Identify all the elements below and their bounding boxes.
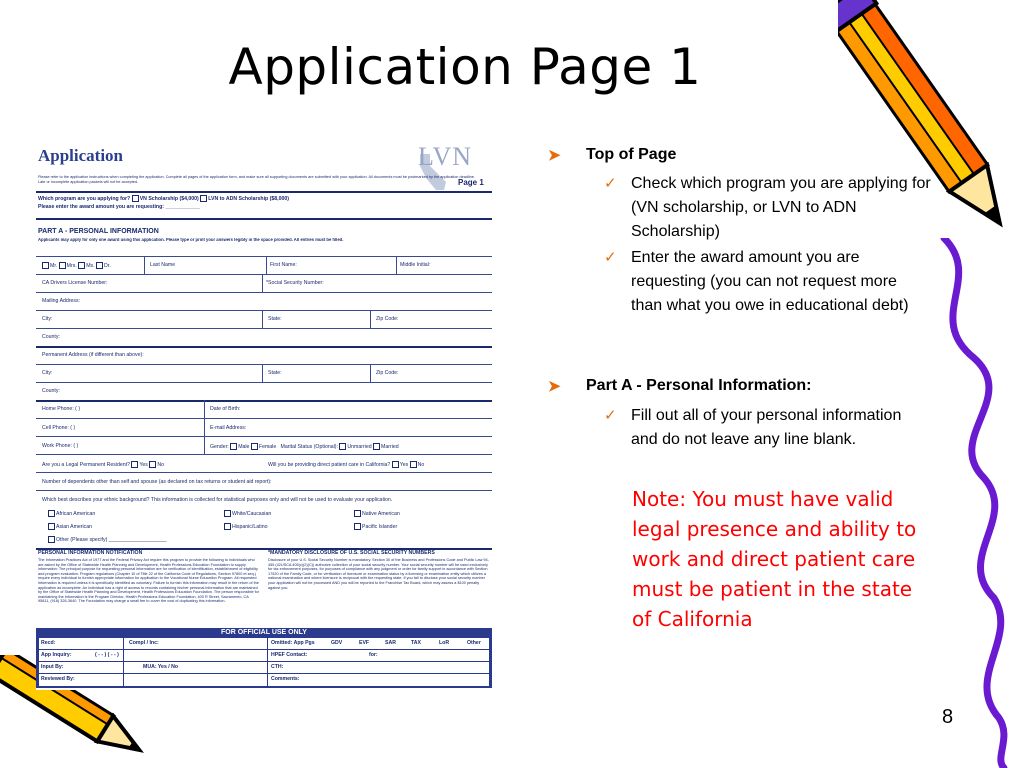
application-form-image <box>36 138 494 690</box>
checkmark-bullet-icon: ✓ <box>604 407 617 424</box>
ethnicity-option[interactable]: Pacific Islander <box>354 523 397 530</box>
official-cell: Omitted: App Pgs <box>271 640 315 646</box>
city-field[interactable]: City: <box>42 316 53 322</box>
vn-scholarship-checkbox[interactable] <box>132 195 139 202</box>
checkmark-bullet-icon: ✓ <box>604 175 617 192</box>
permanent-address-field[interactable]: Permanent Address (if different than above): <box>42 352 144 358</box>
state-field[interactable]: State: <box>268 316 282 322</box>
last-name-field[interactable]: Last Name <box>150 262 176 268</box>
part-a-heading: PART A - PERSONAL INFORMATION <box>38 228 159 235</box>
official-cell: Other <box>467 640 481 646</box>
legal-resident-question[interactable]: Are you a Legal Permanent Resident? Yes No <box>42 461 164 468</box>
official-cell: Recd: <box>41 640 56 646</box>
award-amount-field[interactable]: Please enter the award amount you are requesting: ____________ <box>38 204 201 210</box>
bullet-heading: Part A - Personal Information: <box>586 377 812 394</box>
program-question: Which program are you applying for? VN Scholarship ($4,000) LVN to ADN Scholarship ($8,000) <box>38 195 289 202</box>
ethnicity-option[interactable]: Asian American <box>48 523 92 530</box>
squiggle-decoration <box>924 238 1024 768</box>
middle-initial-field[interactable]: Middle Initial: <box>400 262 431 268</box>
official-cell: Reviewed By: <box>41 676 75 682</box>
zip-code-field[interactable]: Zip Code: <box>376 370 399 376</box>
ethnicity-option[interactable]: Native American <box>354 510 400 517</box>
home-phone-field[interactable]: Home Phone: ( ) <box>42 406 81 412</box>
legal-presence-note: Note: You must have valid legal presence and ability to work and direct patient care must be patient in the state of California <box>632 487 917 631</box>
state-field[interactable]: State: <box>268 370 282 376</box>
ethnicity-option[interactable]: Other (Please specify) ____________________ <box>48 536 166 543</box>
official-cell: GDV <box>331 640 343 646</box>
work-phone-field[interactable]: Work Phone: ( ) <box>42 443 79 449</box>
official-cell: for: <box>369 652 378 658</box>
official-cell: EVF <box>359 640 370 646</box>
official-cell: TAX <box>411 640 421 646</box>
official-use-heading: FOR OFFICIAL USE ONLY <box>221 629 307 636</box>
sub-bullet-text: Enter the award amount you are requesting (you can not request more than what you owe in educational debt) <box>631 249 909 314</box>
date-of-birth-field[interactable]: Date of Birth: <box>210 406 241 412</box>
slide-title: Application Page 1 <box>228 38 702 96</box>
official-cell: Comments: <box>271 676 300 682</box>
official-cell: App Inquiry: <box>41 652 72 658</box>
sub-bullet-text: Fill out all of your personal information and do not leave any line blank. <box>631 407 902 448</box>
ethnicity-option[interactable]: Hispanic/Latino <box>224 523 267 530</box>
ethnicity-option[interactable]: White/Caucasian <box>224 510 271 517</box>
notification-text: The Information Practices Act of 1977 and the Federal Privacy Act require this program to provide the following to individuals who are asked by the Office of Statewide Health Planning and Development, Health Professions Education Foundation to supply information: The principal purpose for requesting personal information are for verification of identification, establishment of eligibility and program evaluation. Program regulations (Chapter 10 of Title 22 of the California Code of Regulations, Section 97800 et seq.) require every individual to furnish appropriate information for application to the Vocational Nurse Education Program. All requested information is required unless it is specifically identified as voluntary. Failure to furnish this information may result in the return of the application as incomplete. An individual has a right of access to records containing his/her personal information that are maintained by the Office of Statewide Health Planning and Development, Health Professions Education Foundation. The person responsible for maintaining the information is the Program Director, Health Professions Education Foundation, 400 R Street, Sacramento, CA 95811, (916) 326-3640. The Foundation may charge a small fee to cover the cost of duplicating this information. <box>38 558 260 604</box>
sub-bullet-text: Check which program you are applying for (VN scholarship, or LVN to ADN Scholarship) <box>631 175 931 240</box>
official-cell: ( - - ) ( - - ) <box>95 652 119 658</box>
official-cell: CTH: <box>271 664 284 670</box>
county-field[interactable]: County: <box>42 334 60 340</box>
official-cell: Compl / Inc: <box>129 640 159 646</box>
drivers-license-field[interactable]: CA Drivers License Number: <box>42 280 108 286</box>
official-cell: MUA: Yes / No <box>143 664 179 670</box>
zip-code-field[interactable]: Zip Code: <box>376 316 399 322</box>
mailing-address-field[interactable]: Mailing Address: <box>42 298 81 304</box>
email-field[interactable]: E-mail Address: <box>210 425 247 431</box>
gender-and-marital-status[interactable]: Gender: Male Female Marital Status (Optional): Unmarried Married <box>210 443 399 450</box>
lvn-logo: LVN <box>418 142 473 171</box>
ethnicity-option[interactable]: African American <box>48 510 95 517</box>
ssn-disclosure-text: Disclosure of your U.S. Social Security Number is mandatory. Section 30 of the Business and Professions Code and Public Law 94-455 (42USCA 405(c)(2)(C)) authorize collection of your social security number. Your social security number will be used exclusively for tax enforcement purposes, for purposes of compliance with any judgment or order for family support in accordance with Section 17520 of the Family Code, or for verification of licensure or examination status by a licensing or examination entity which utilizes a national examination and where licensure is reciprocal with the requesting state. If you fail to disclose your social security number your application will not be processed AND you will be reported to the Franchise Tax Board, which may assess a $100 penalty against you. <box>268 558 489 590</box>
form-title: Application <box>38 146 124 165</box>
bullet-heading: Top of Page <box>586 146 677 163</box>
dependents-field[interactable]: Number of dependents other than self and spouse (as declared on tax returns or student aid report): <box>42 479 272 485</box>
county-field[interactable]: County: <box>42 388 60 394</box>
title-checkboxes[interactable]: Mr. Mrs. Ms. Dr. <box>42 262 111 269</box>
page-number: 8 <box>942 706 954 728</box>
part-a-note: Applicants may apply for only one award using this application. Please type or print your answers legibly in the space provided. All entries must be filled. <box>38 238 344 242</box>
cell-phone-field[interactable]: Cell Phone: ( ) <box>42 425 76 431</box>
official-cell: Input By: <box>41 664 64 670</box>
official-use-box <box>36 628 492 688</box>
lvn-adn-scholarship-checkbox[interactable] <box>200 195 207 202</box>
official-cell: LoR <box>439 640 450 646</box>
form-page-label: Page 1 <box>458 178 484 187</box>
city-field[interactable]: City: <box>42 370 53 376</box>
arrow-bullet-icon: ➤ <box>548 378 561 395</box>
checkmark-bullet-icon: ✓ <box>604 249 617 266</box>
ethnicity-question: Which best describes your ethnic background? This information is collected for statistical purposes only and will not be used to evaluate your application. <box>42 497 393 503</box>
arrow-bullet-icon: ➤ <box>548 147 561 164</box>
official-cell: HPEF Contact: <box>271 652 308 658</box>
ssn-field[interactable]: *Social Security Number: <box>266 280 324 286</box>
official-cell: SAR <box>385 640 396 646</box>
patient-care-question[interactable]: Will you be providing direct patient care in California? Yes No <box>268 461 425 468</box>
ssn-disclosure-heading: *MANDATORY DISCLOSURE OF U.S. SOCIAL SECURITY NUMBERS <box>268 550 435 556</box>
notification-heading: PERSONAL INFORMATION NOTIFICATION <box>38 550 143 556</box>
form-instructions: Please refer to the application instructions when completing the application. Complete all pages of the application form, and make sure all supporting documents are submitted with your application. All documents must be postmarked by the application deadline. Late or incomplete application packets will not be accepted. <box>38 175 475 184</box>
first-name-field[interactable]: First Name: <box>270 262 297 268</box>
